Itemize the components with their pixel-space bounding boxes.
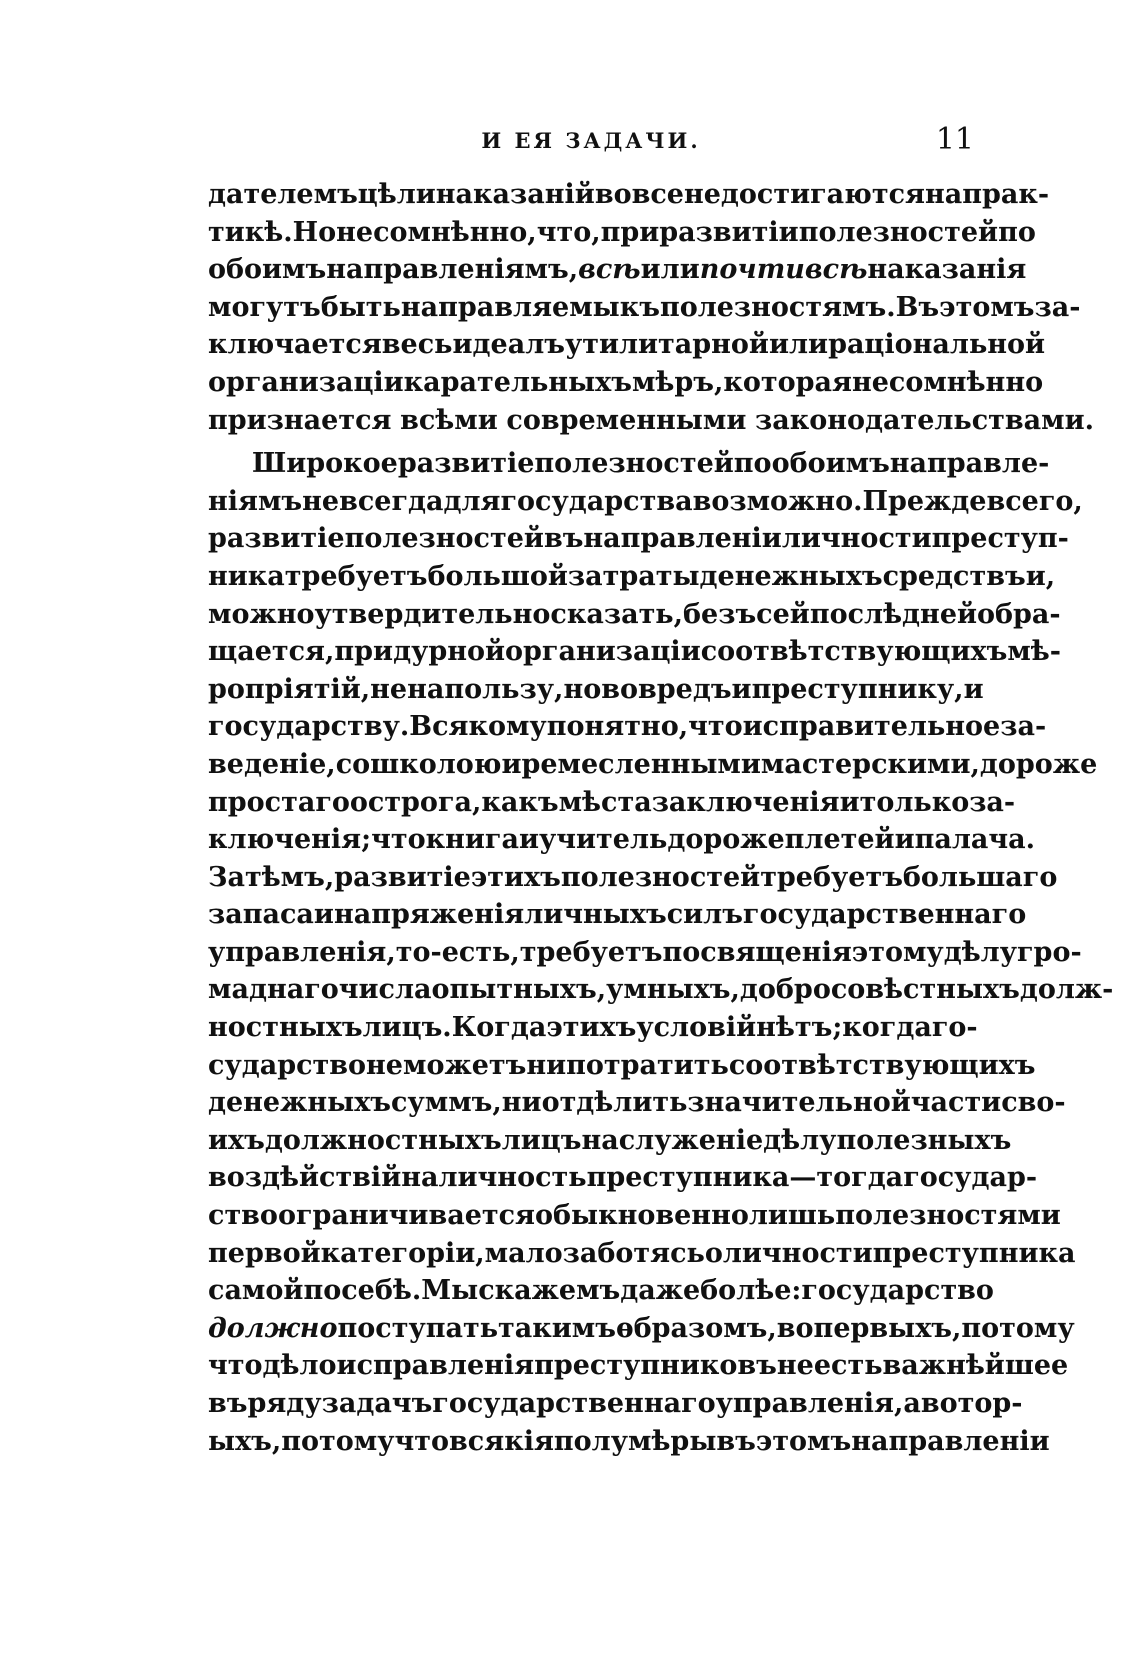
word: Затѣмъ, <box>208 861 335 893</box>
word: числа <box>338 974 432 1006</box>
word: добросовѣстныхъ <box>739 974 1020 1006</box>
word: вотор- <box>920 1388 1023 1419</box>
word: плетей <box>784 824 895 856</box>
word: по <box>733 448 772 480</box>
word: потому <box>961 1312 1075 1344</box>
word: даже <box>620 1275 701 1307</box>
text-line <box>208 364 1044 402</box>
word: важнѣйшее <box>882 1350 1069 1382</box>
word: ни <box>526 1049 567 1081</box>
word: условій <box>636 1012 757 1044</box>
word: сударство <box>208 1049 367 1081</box>
word: острога, <box>349 786 482 818</box>
word: государ- <box>903 1162 1038 1194</box>
word: ника <box>208 560 285 592</box>
word: заключенія <box>651 786 840 818</box>
word: и <box>731 673 752 705</box>
word: потратить <box>566 1049 729 1081</box>
page-header <box>208 122 974 168</box>
word: всѣми <box>400 404 498 436</box>
word: развитіи <box>659 216 799 248</box>
word: запаса <box>208 899 314 931</box>
word: мѣръ, <box>631 366 724 398</box>
word: и <box>963 673 984 705</box>
word: сей <box>756 598 810 630</box>
word: организаціи <box>505 636 701 668</box>
text-line <box>208 326 1046 364</box>
word: воздѣйствій <box>208 1162 402 1194</box>
word: со <box>335 748 371 780</box>
word: Мы <box>421 1275 479 1307</box>
word: обыкновенно <box>535 1200 749 1232</box>
word: исправительное <box>742 711 1001 743</box>
word: за- <box>1034 291 1081 323</box>
word: этомъ <box>755 1425 852 1457</box>
word: болѣе: <box>700 1275 802 1307</box>
word: на <box>407 673 445 705</box>
word: есть <box>813 1350 883 1382</box>
word: и <box>894 824 915 856</box>
word: на <box>581 1124 619 1156</box>
word: мастерскими, <box>760 748 980 780</box>
word: вовсе <box>594 179 684 210</box>
word: ни <box>501 1087 542 1119</box>
word: государство <box>801 1275 994 1307</box>
word: полезностей <box>798 216 999 248</box>
word: послѣдней <box>809 598 978 630</box>
word: во <box>601 673 638 705</box>
text-line <box>208 558 1056 596</box>
word: школою <box>370 748 502 780</box>
word: что <box>208 1350 263 1382</box>
word: къ <box>619 291 660 323</box>
word: мало <box>484 1237 563 1269</box>
word: которая <box>723 366 852 398</box>
word: что, <box>536 216 601 248</box>
word: лицъ. <box>362 1012 452 1044</box>
word: этомъ <box>939 291 1035 323</box>
word: управленія, <box>715 1388 904 1419</box>
word: напряженія <box>333 899 525 931</box>
word: скажемъ <box>478 1275 621 1307</box>
text-line <box>208 1310 1075 1348</box>
body-text <box>208 176 1114 1460</box>
word: преступника <box>586 1162 790 1194</box>
word: Всякому <box>409 711 547 743</box>
word: возможно. <box>692 485 863 517</box>
word: умныхъ, <box>606 974 740 1006</box>
word: дѣлу <box>763 1124 837 1156</box>
word: а <box>903 1388 921 1419</box>
text-line <box>208 1197 1061 1235</box>
word: и <box>501 748 522 780</box>
text-line <box>208 971 1114 1009</box>
word: за- <box>1000 711 1047 743</box>
word: заботясь <box>562 1237 705 1269</box>
word: утвердительно <box>314 598 551 630</box>
word: ропріятій, <box>208 673 371 705</box>
word: обоимъ <box>208 254 327 286</box>
word: или <box>768 329 829 361</box>
word: пользу, <box>444 673 564 705</box>
word: полезныхъ <box>836 1124 1012 1156</box>
word: при <box>600 216 660 248</box>
word: палача. <box>914 824 1036 856</box>
page-number: 11 <box>935 122 974 157</box>
text-line <box>208 1235 1076 1273</box>
text-line <box>208 896 1027 934</box>
word: направленіи <box>851 1425 1050 1457</box>
word: посвященія <box>662 936 852 968</box>
word: потому <box>281 1425 395 1457</box>
word: силъ <box>666 899 743 931</box>
word: но <box>563 673 602 705</box>
word: Когда <box>451 1012 547 1044</box>
word: нѣтъ; <box>756 1012 843 1044</box>
word: понятно, <box>546 711 689 743</box>
word: личность <box>438 1162 587 1194</box>
word: безъ <box>683 598 757 630</box>
word: всего, <box>986 485 1083 517</box>
word: полезностей <box>344 523 544 555</box>
word: направле- <box>889 448 1050 480</box>
word: исправленія <box>336 1350 535 1382</box>
word: ключается <box>208 329 382 361</box>
word: не <box>366 1049 403 1081</box>
word: несомнѣнно, <box>336 216 537 248</box>
word: современными <box>506 404 747 436</box>
text-line <box>208 1084 1066 1122</box>
word: дѣло <box>262 1350 337 1382</box>
word: вопервыхъ, <box>776 1312 962 1344</box>
word: опытныхъ, <box>431 974 607 1006</box>
word: лицъ <box>501 1124 582 1156</box>
word: о <box>704 1237 723 1269</box>
text-line <box>208 402 1095 440</box>
word: законодательствами. <box>754 404 1095 436</box>
word: въ <box>208 1388 248 1419</box>
word: по <box>998 216 1036 248</box>
word: дороже <box>979 748 1098 780</box>
word: развитіе <box>397 448 535 480</box>
word: не <box>302 485 340 517</box>
word: какъ <box>481 786 559 818</box>
word: требуетъ <box>760 861 903 893</box>
word: суммъ, <box>391 1087 502 1119</box>
word: требуетъ <box>284 560 428 592</box>
word: тогда <box>816 1162 904 1194</box>
word: служеніе <box>618 1124 764 1156</box>
word: соотвѣтствующихъ <box>700 636 1008 668</box>
word: вредъ <box>638 673 732 705</box>
word: денежныхъ <box>208 1087 392 1119</box>
text-line <box>208 1159 1038 1197</box>
word: на <box>401 1162 439 1194</box>
running-head: И ЕЯ ЗАДАЧИ. <box>481 128 701 153</box>
word: прак- <box>962 179 1050 210</box>
word: что <box>688 711 743 743</box>
word: учитель <box>538 824 668 856</box>
word: можетъ <box>403 1049 527 1081</box>
word: го- <box>931 1012 978 1044</box>
word: въ <box>543 523 584 555</box>
word: государства <box>500 485 693 517</box>
word: Широкое <box>252 448 398 480</box>
word: цѣли <box>357 179 436 210</box>
word: что <box>371 824 426 856</box>
word: сказать, <box>550 598 684 630</box>
text-line <box>208 520 1069 558</box>
paragraph <box>208 445 1114 1460</box>
word: преступниковъ <box>534 1350 777 1382</box>
word: идеалъ <box>452 329 565 361</box>
word: всякія <box>449 1425 554 1457</box>
text-line <box>208 1272 994 1310</box>
word: ряду <box>247 1388 322 1419</box>
text-line <box>208 176 1050 214</box>
word: полумѣры <box>553 1425 717 1457</box>
text-line <box>208 708 1047 746</box>
text-line <box>208 746 1098 784</box>
word: преступнику, <box>751 673 964 705</box>
text-line <box>208 1385 1023 1423</box>
word: и <box>518 824 539 856</box>
word: долж- <box>1019 974 1114 1006</box>
word: соотвѣтствующихъ <box>728 1049 1036 1081</box>
word: не <box>370 673 408 705</box>
word: весь <box>381 329 453 361</box>
text-line <box>208 934 1082 972</box>
word: Прежде <box>862 485 987 517</box>
word: самой <box>208 1275 304 1307</box>
word: раціональной <box>828 329 1046 361</box>
word: по <box>303 1275 342 1307</box>
word: — <box>789 1162 817 1194</box>
text-line <box>208 1009 978 1047</box>
word: управленія, <box>208 936 396 968</box>
text-line <box>208 1122 1012 1160</box>
word: достигаются <box>720 179 925 210</box>
word: государству. <box>208 711 410 743</box>
word: несомнѣнно <box>851 366 1044 398</box>
word: денежныхъ <box>699 560 883 592</box>
text-line <box>208 251 1027 289</box>
word: ключенія; <box>208 824 372 856</box>
word: этихъ <box>546 1012 637 1044</box>
word: дателемъ <box>208 179 358 210</box>
word: ностныхъ <box>208 1012 363 1044</box>
word: ихъ <box>208 1124 265 1156</box>
text-line <box>208 671 984 709</box>
word: простаго <box>208 786 350 818</box>
word: полезностямъ. <box>659 291 896 323</box>
text-line <box>208 1047 1036 1085</box>
word: мѣста <box>558 786 652 818</box>
word: быть <box>320 291 401 323</box>
word: когда <box>842 1012 932 1044</box>
word: что <box>394 1425 450 1457</box>
word: себѣ. <box>341 1275 422 1307</box>
word: личныхъ <box>524 899 667 931</box>
word: наказаній <box>435 179 595 210</box>
word: государственнаго <box>742 899 1027 931</box>
word: развитіе <box>334 861 471 893</box>
word: Въ <box>895 291 940 323</box>
word: полезностей <box>560 861 761 893</box>
word: въ <box>716 1425 756 1457</box>
text-line <box>208 214 1036 252</box>
word: Но <box>292 216 337 248</box>
word: на <box>924 179 963 210</box>
word: щается, <box>208 636 335 668</box>
word: могутъ <box>208 291 321 323</box>
word: преступника <box>872 1237 1076 1269</box>
word: мѣ- <box>1007 636 1061 668</box>
word: можно <box>208 598 315 630</box>
word: тикѣ. <box>208 216 293 248</box>
word: полезностями <box>835 1200 1061 1232</box>
word: гро- <box>1017 936 1082 968</box>
word: илипочти <box>640 254 805 286</box>
text-line <box>208 596 1061 634</box>
word: значительной <box>687 1087 911 1119</box>
word: категоріи, <box>320 1237 485 1269</box>
word: и, <box>1025 560 1056 592</box>
word: поступать <box>337 1312 499 1344</box>
word: дѣлу <box>943 936 1018 968</box>
word: сво- <box>1001 1087 1066 1119</box>
word: развитіе <box>208 523 345 555</box>
word: карательныхъ <box>403 366 632 398</box>
word: дурной <box>393 636 506 668</box>
word: требуетъ <box>519 936 663 968</box>
word: наказанія <box>867 254 1027 286</box>
word: обоимъ <box>771 448 890 480</box>
text-line <box>208 821 1036 859</box>
word: всѣ <box>804 254 868 286</box>
word: не <box>776 1350 814 1382</box>
word: задачъ <box>321 1388 433 1419</box>
text-line <box>208 633 1061 671</box>
word: лишь <box>748 1200 836 1232</box>
word: и <box>839 786 860 818</box>
text-line <box>208 483 1083 521</box>
word: должностныхъ <box>264 1124 502 1156</box>
word: организаціи <box>208 366 404 398</box>
word: ніямъ <box>208 485 303 517</box>
word: затраты <box>567 560 700 592</box>
word: для <box>443 485 501 517</box>
word: и <box>313 899 334 931</box>
word: большаго <box>902 861 1058 893</box>
text-line <box>208 1423 1050 1461</box>
word: должно <box>208 1312 338 1344</box>
word: большой <box>427 560 568 592</box>
word: то-есть, <box>395 936 520 968</box>
word: при <box>334 636 394 668</box>
word: не <box>683 179 721 210</box>
word: личности <box>722 1237 873 1269</box>
word: направляемы <box>400 291 620 323</box>
word: за- <box>969 786 1016 818</box>
word: полезностей <box>534 448 734 480</box>
word: обра- <box>977 598 1061 630</box>
word: ство <box>208 1200 278 1232</box>
text-line <box>208 784 1016 822</box>
text-line <box>208 1347 1069 1385</box>
word: направленіи <box>583 523 782 555</box>
word: направленіямъ,всѣ <box>326 254 641 286</box>
word: этому <box>851 936 944 968</box>
text-line <box>208 859 1058 897</box>
word: ремесленными <box>521 748 761 780</box>
word: маднаго <box>208 974 339 1006</box>
word: этихъ <box>470 861 561 893</box>
word: веденіе, <box>208 748 336 780</box>
word: государственнаго <box>432 1388 716 1419</box>
word: первой <box>208 1237 321 1269</box>
text-line <box>208 289 1081 327</box>
word: ограничивается <box>277 1200 536 1232</box>
word: личности <box>781 523 932 555</box>
word: утилитарной <box>564 329 769 361</box>
word: ыхъ, <box>208 1425 282 1457</box>
word: части <box>910 1087 1002 1119</box>
word: признается <box>208 404 392 436</box>
word: отдѣлить <box>541 1087 688 1119</box>
text-line <box>208 445 1050 483</box>
word: такимъ <box>498 1312 616 1344</box>
word: ѳбразомъ, <box>615 1312 777 1344</box>
word: преступ- <box>931 523 1069 555</box>
word: книга <box>425 824 519 856</box>
paragraph <box>208 176 1095 439</box>
word: средствъ <box>882 560 1026 592</box>
word: дороже <box>667 824 785 856</box>
word: всегда <box>339 485 444 517</box>
word: только <box>859 786 970 818</box>
